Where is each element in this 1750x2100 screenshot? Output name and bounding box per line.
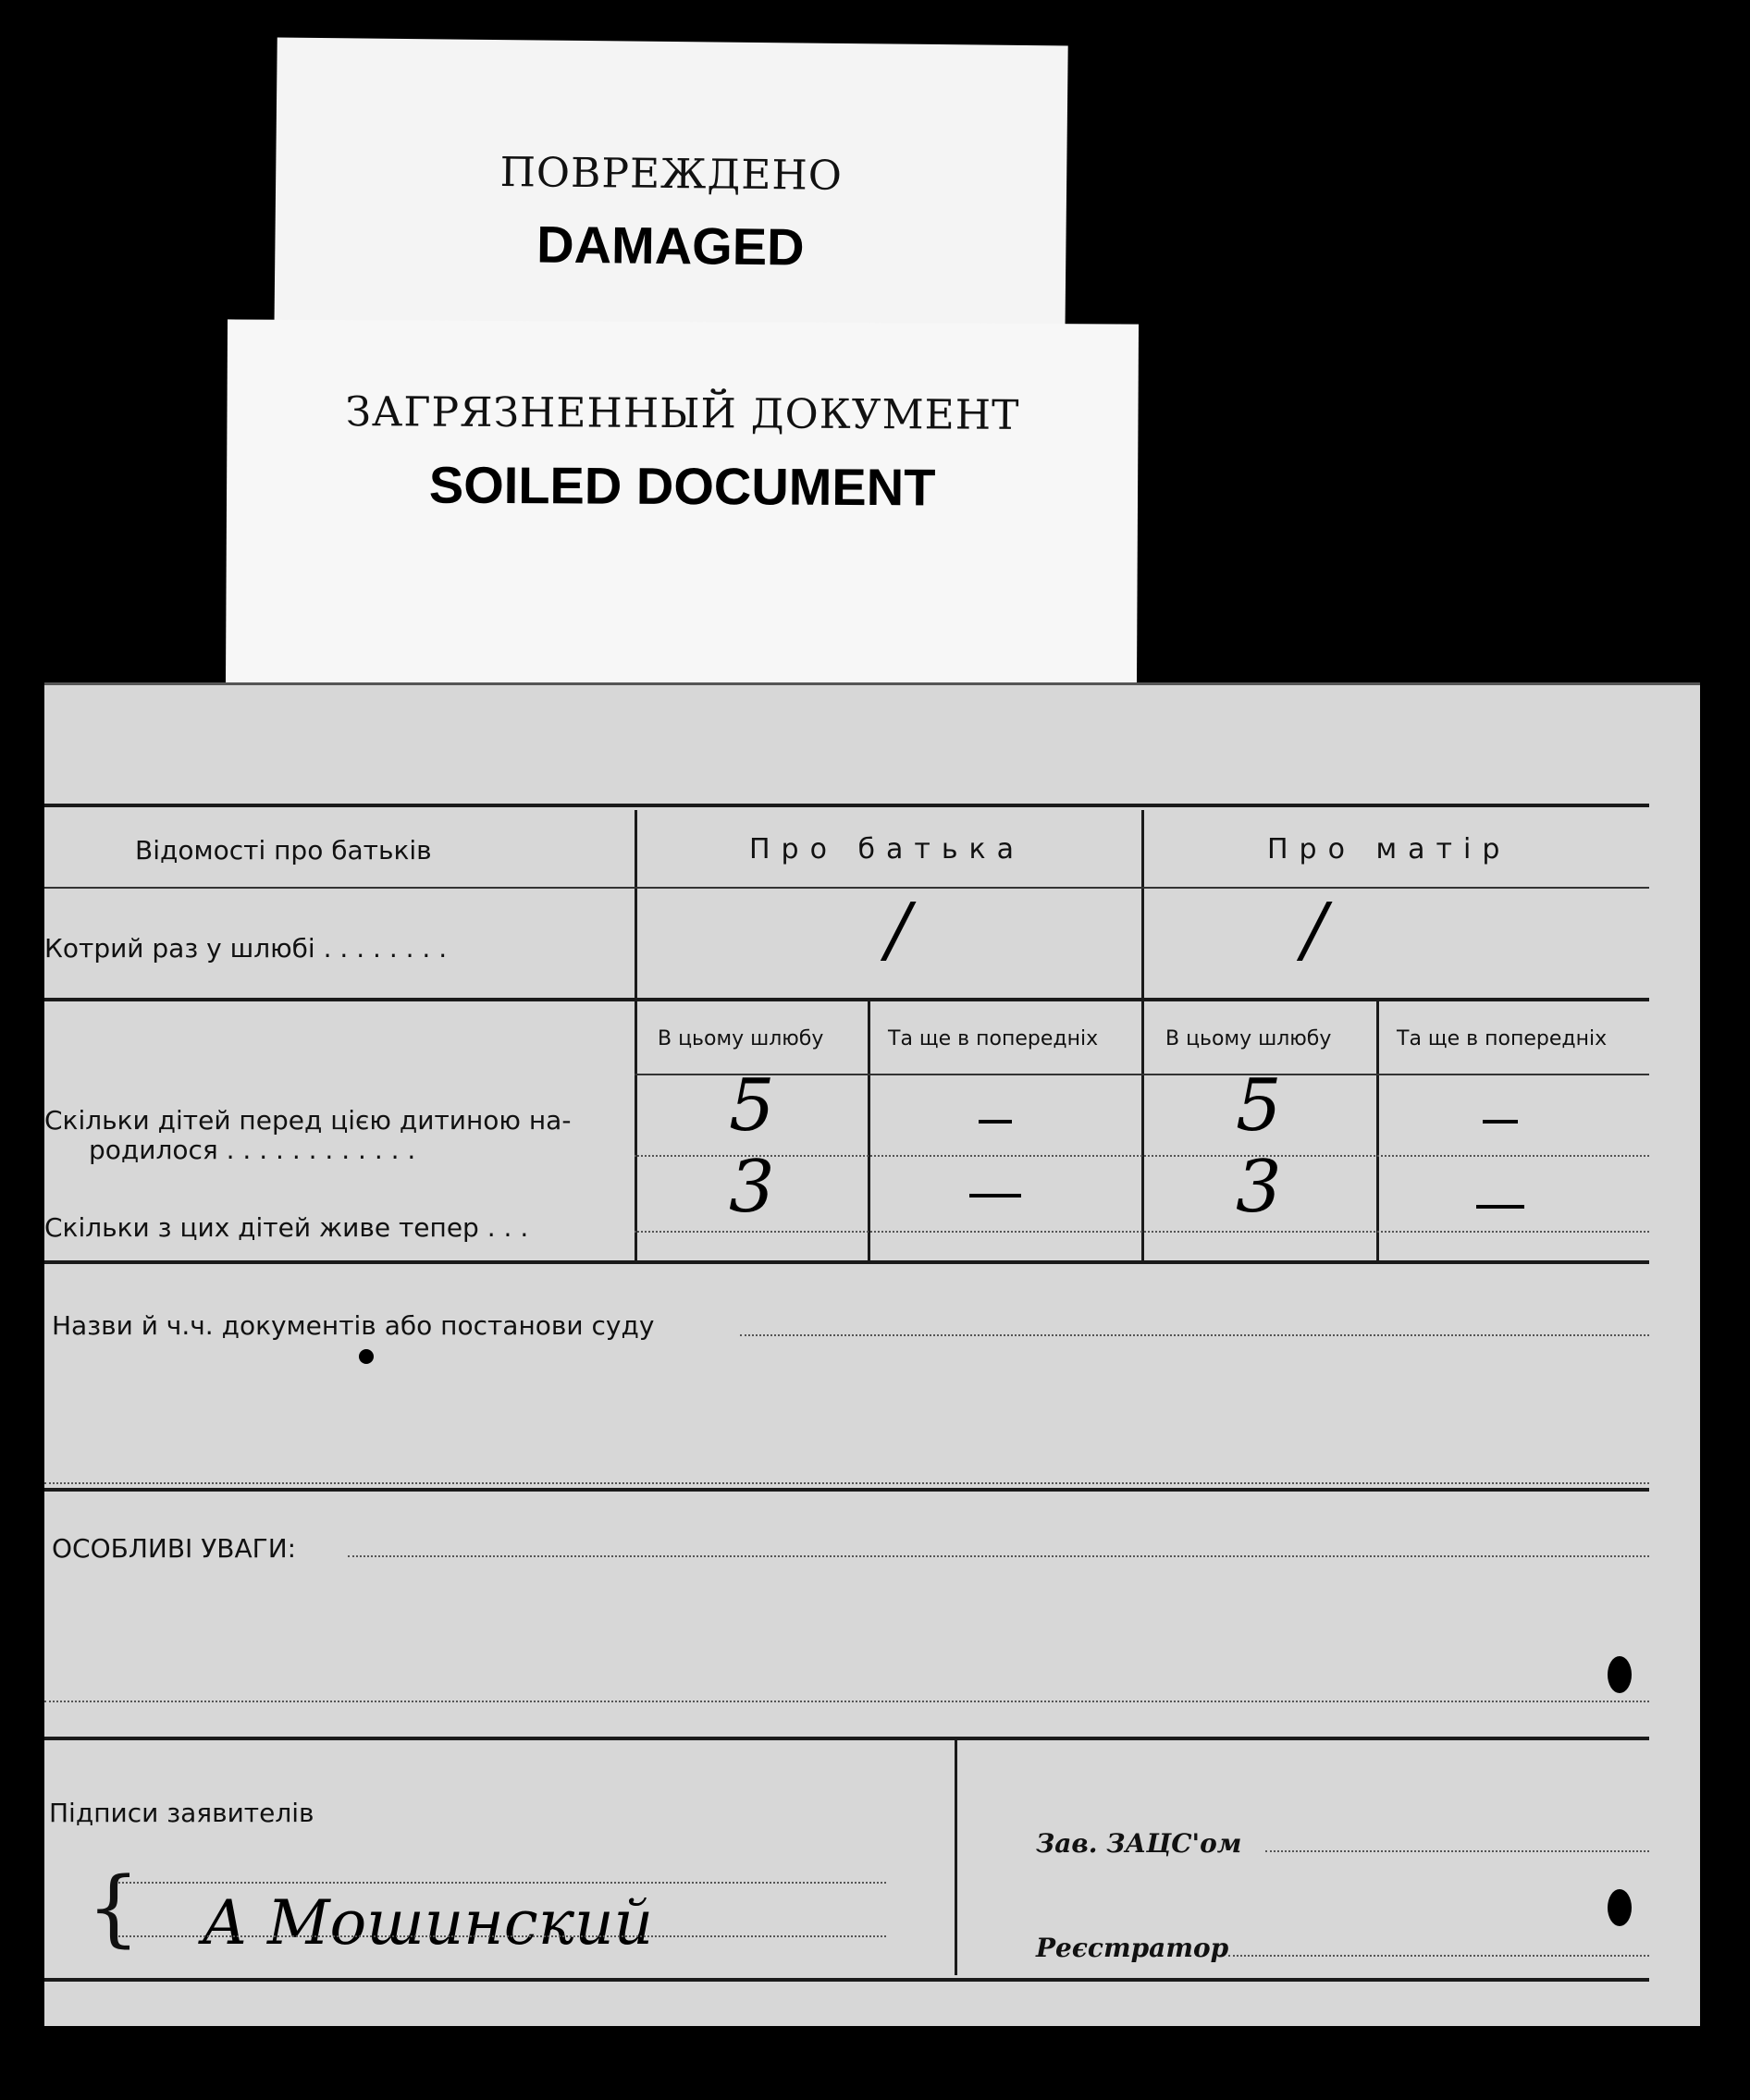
header-rule	[44, 887, 1649, 889]
alive-father-previous-dash	[969, 1194, 1021, 1197]
marriage-mother-value: /	[1302, 889, 1327, 972]
form-bottom-rule	[44, 1978, 1649, 1982]
signature-brace: {	[87, 1860, 141, 1957]
col-divider-father	[635, 810, 637, 1263]
alive-mother-this-value: 3	[1236, 1146, 1282, 1229]
applicant-signature: А Мошинский	[202, 1887, 654, 1959]
alive-father-this-value: 3	[729, 1146, 775, 1229]
signature-divider	[955, 1739, 957, 1975]
alive-mother-previous-dash	[1476, 1205, 1524, 1209]
damaged-label-en: DAMAGED	[536, 215, 805, 276]
remarks-bottom-rule	[44, 1737, 1649, 1740]
subheader-rule	[635, 1074, 1649, 1075]
registrar-line	[1228, 1955, 1649, 1957]
born-mother-previous-dash	[1483, 1120, 1518, 1124]
children-bottom-dotted-rule	[635, 1231, 1649, 1233]
remarks-line-2	[44, 1701, 1649, 1702]
marriage-father-value: /	[886, 889, 911, 972]
born-father-previous-dash	[979, 1120, 1012, 1124]
damaged-label-card	[274, 38, 1067, 351]
zags-head-label: Зав. ЗАЦС'ом	[1036, 1828, 1242, 1859]
remarks-line-1	[348, 1555, 1649, 1557]
damaged-label-ru: ПОВРЕЖДЕНО	[499, 149, 844, 200]
documents-bottom-rule	[44, 1488, 1649, 1492]
documents-line-2	[44, 1482, 1649, 1484]
soiled-label-card	[226, 319, 1139, 689]
father-column-header: Про батька	[749, 833, 1026, 866]
mother-subcol-divider	[1376, 1000, 1379, 1263]
soiled-label-ru: ЗАГРЯЗНЕННЫЙ ДОКУМЕНТ	[345, 388, 1020, 439]
mother-previous-header: Та ще в попередніх	[1397, 1027, 1608, 1050]
punch-hole-1	[1608, 1656, 1632, 1693]
marriage-count-label: Котрий раз у шлюбі . . . . . . . .	[44, 933, 448, 964]
children-alive-label: Скільки з цих дітей живе тепер . . .	[44, 1212, 529, 1243]
parents-info-header: Відомості про батьків	[135, 835, 432, 866]
punch-hole-2	[1608, 1889, 1632, 1926]
children-born-label-line1: Скільки дітей перед цією дитиною на-	[44, 1105, 572, 1136]
soiled-label-en: SOILED DOCUMENT	[428, 455, 936, 517]
zags-head-line	[1265, 1850, 1649, 1852]
ink-spot	[359, 1349, 374, 1364]
col-divider-mother	[1141, 810, 1144, 1263]
remarks-label: ОСОБЛИВІ УВАГИ:	[52, 1533, 297, 1564]
applicant-line-2	[118, 1935, 886, 1937]
documents-line-1	[740, 1334, 1649, 1336]
applicants-signature-label: Підписи заявителів	[49, 1798, 314, 1828]
documents-label: Назви й ч.ч. документів або постанови суду	[52, 1310, 655, 1341]
born-mother-this-value: 5	[1236, 1064, 1282, 1148]
father-this-marriage-header: В цьому шлюбу	[658, 1027, 824, 1050]
registrar-label: Реєстратор	[1036, 1933, 1229, 1963]
registration-form	[44, 682, 1700, 2026]
mother-column-header: Про матір	[1267, 833, 1511, 866]
table-bottom-rule	[44, 1260, 1649, 1264]
applicant-line-1	[118, 1882, 886, 1884]
children-born-label-line2: родилося . . . . . . . . . . . .	[89, 1135, 416, 1165]
born-father-this-value: 5	[729, 1064, 775, 1148]
father-previous-header: Та ще в попередніх	[888, 1027, 1099, 1050]
father-subcol-divider	[868, 1000, 870, 1263]
mother-this-marriage-header: В цьому шлюбу	[1165, 1027, 1332, 1050]
children-mid-rule	[635, 1155, 1649, 1157]
table-top-rule	[44, 804, 1649, 807]
marriage-row-rule	[44, 998, 1649, 1001]
